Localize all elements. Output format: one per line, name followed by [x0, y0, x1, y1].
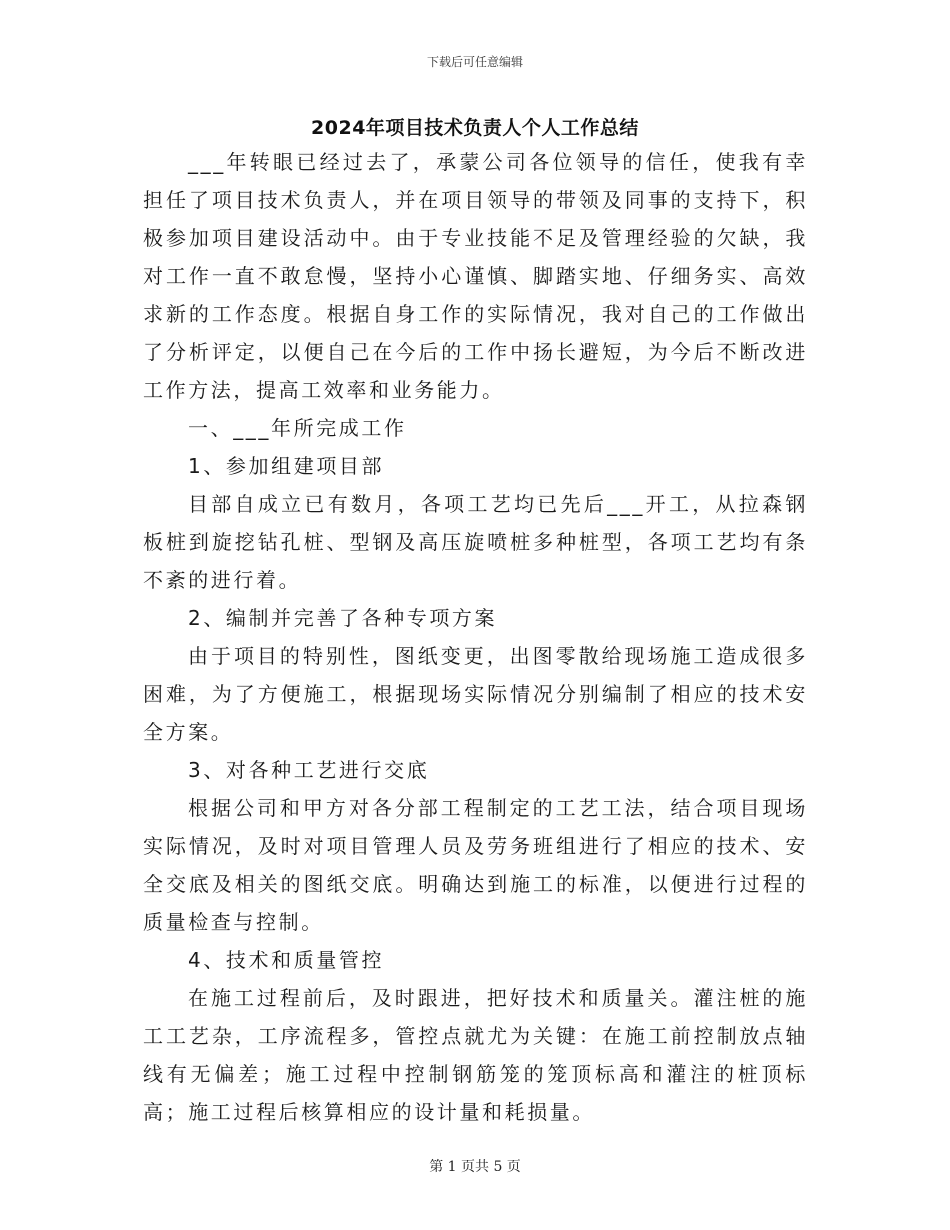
- subheading-process-briefing: 3、对各种工艺进行交底: [188, 758, 430, 782]
- section-heading-completed-work: 一、___年所完成工作: [188, 416, 407, 440]
- paragraph-project-department: 目部自成立已有数月，各项工艺均已先后___开工，从拉森钢板桩到旋挖钻孔桩、型钢及高压旋喷桩多种桩型，各项工艺均有条不紊的进行着。: [143, 492, 808, 592]
- paragraph-quality-control: 在施工过程前后，及时跟进，把好技术和质量关。灌注桩的施工工艺杂，工序流程多，管控点就尤为关键：在施工前控制放点轴线有无偏差；施工过程中控制钢筋笼的笼顶标高和灌注的桩顶标高；施工过程后核算相应的设计量和耗损量。: [143, 986, 808, 1124]
- subheading-special-plans: 2、编制并完善了各种专项方案: [188, 606, 498, 630]
- document-body: [143, 143, 808, 1131]
- paragraph-special-plans: 由于项目的特别性，图纸变更，出图零散给现场施工造成很多困难，为了方便施工，根据现场实际情况分别编制了相应的技术安全方案。: [143, 644, 808, 744]
- page-footer: 第 1 页共 5 页: [429, 1159, 521, 1175]
- document-title: 2024年项目技术负责人个人工作总结: [311, 117, 639, 139]
- paragraph-process-briefing: 根据公司和甲方对各分部工程制定的工艺工法，结合项目现场实际情况，及时对项目管理人员及劳务班组进行了相应的技术、安全交底及相关的图纸交底。明确达到施工的标准，以便进行过程的质量检查与控制。: [143, 796, 808, 934]
- subheading-project-department: 1、参加组建项目部: [188, 454, 385, 478]
- paragraph-intro: ___年转眼已经过去了，承蒙公司各位领导的信任，使我有幸担任了项目技术负责人，并在项目领导的带领及同事的支持下，积极参加项目建设活动中。由于专业技能不足及管理经验的欠缺，我对工作一直不敢怠慢，坚持小心谨慎、脚踏实地、仔细务实、高效求新的工作态度。根据自身工作的实际情况，我对自己的工作做出了分析评定，以便自己在今后的工作中扬长避短，为今后不断改进工作方法，提高工效率和业务能力。: [143, 150, 808, 402]
- subheading-quality-control: 4、技术和质量管控: [188, 948, 385, 972]
- header-note: 下载后可任意编辑: [426, 55, 523, 69]
